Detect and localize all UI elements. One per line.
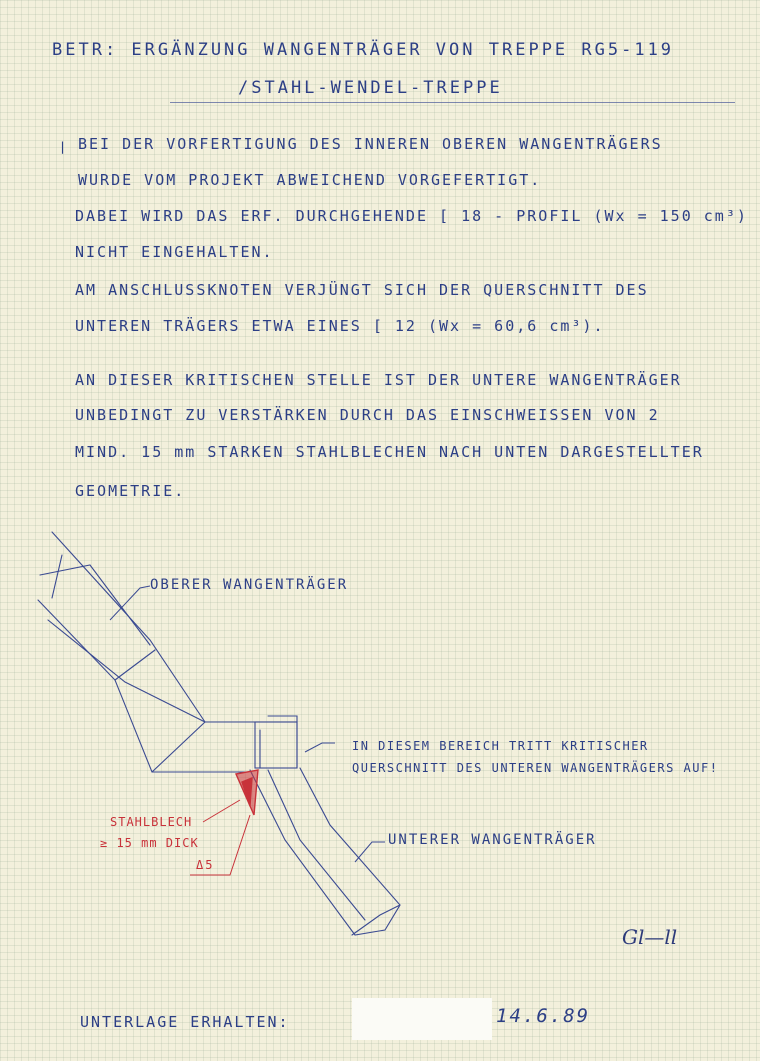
steel-plate — [236, 770, 258, 815]
upper-stringer — [38, 532, 258, 772]
lower-stringer — [250, 768, 400, 935]
label-critical-line-2: QUERSCHNITT DES UNTEREN WANGENTRÄGERS AUF! — [352, 761, 719, 775]
label-upper-stringer: OBERER WANGENTRÄGER — [150, 577, 349, 593]
body-line: AN DIESER KRITISCHEN STELLE IST DER UNTERE WANGENTRÄGER — [75, 371, 682, 389]
label-steel-plate: STAHLBLECH — [110, 815, 193, 829]
body-line: UNBEDINGT ZU VERSTÄRKEN DURCH DAS EINSCHWEISSEN VON 2 — [75, 406, 660, 424]
body-line: GEOMETRIE. — [75, 482, 186, 500]
received-date: 14.6.89 — [496, 1005, 591, 1027]
redacted-area — [352, 998, 492, 1040]
label-plate-thickness: ≥ 15 mm DICK — [100, 836, 199, 850]
body-line: DABEI WIRD DAS ERF. DURCHGEHENDE [ 18 - PROFIL (Wx = 150 cm³) — [75, 207, 748, 225]
subject-subtitle: /STAHL-WENDEL-TREPPE — [238, 78, 503, 98]
body-line: ❘ — [58, 138, 70, 156]
body-line: WURDE VOM PROJEKT ABWEICHEND VORGEFERTIGT. — [78, 171, 542, 189]
received-label: UNTERLAGE ERHALTEN: — [80, 1013, 290, 1031]
signature: Gl—ll — [622, 925, 678, 949]
body-line: NICHT EINGEHALTEN. — [75, 243, 274, 261]
critical-section — [255, 716, 297, 768]
label-critical-line-1: IN DIESEM BEREICH TRITT KRITISCHER — [352, 739, 649, 753]
subject-line: BETR: ERGÄNZUNG WANGENTRÄGER VON TREPPE RG5-119 — [52, 40, 675, 60]
label-lower-stringer: UNTERER WANGENTRÄGER — [388, 832, 597, 848]
body-line: MIND. 15 mm STARKEN STAHLBLECHEN NACH UNTEN DARGESTELLTER — [75, 443, 704, 461]
label-weld-size: Δ5 — [196, 858, 215, 872]
body-line: UNTEREN TRÄGERS ETWA EINES [ 12 (Wx = 60,6 cm³). — [75, 317, 605, 335]
body-line: AM ANSCHLUSSKNOTEN VERJÜNGT SICH DER QUERSCHNITT DES — [75, 281, 649, 299]
body-line: BEI DER VORFERTIGUNG DES INNEREN OBEREN WANGENTRÄGERS — [78, 135, 663, 153]
